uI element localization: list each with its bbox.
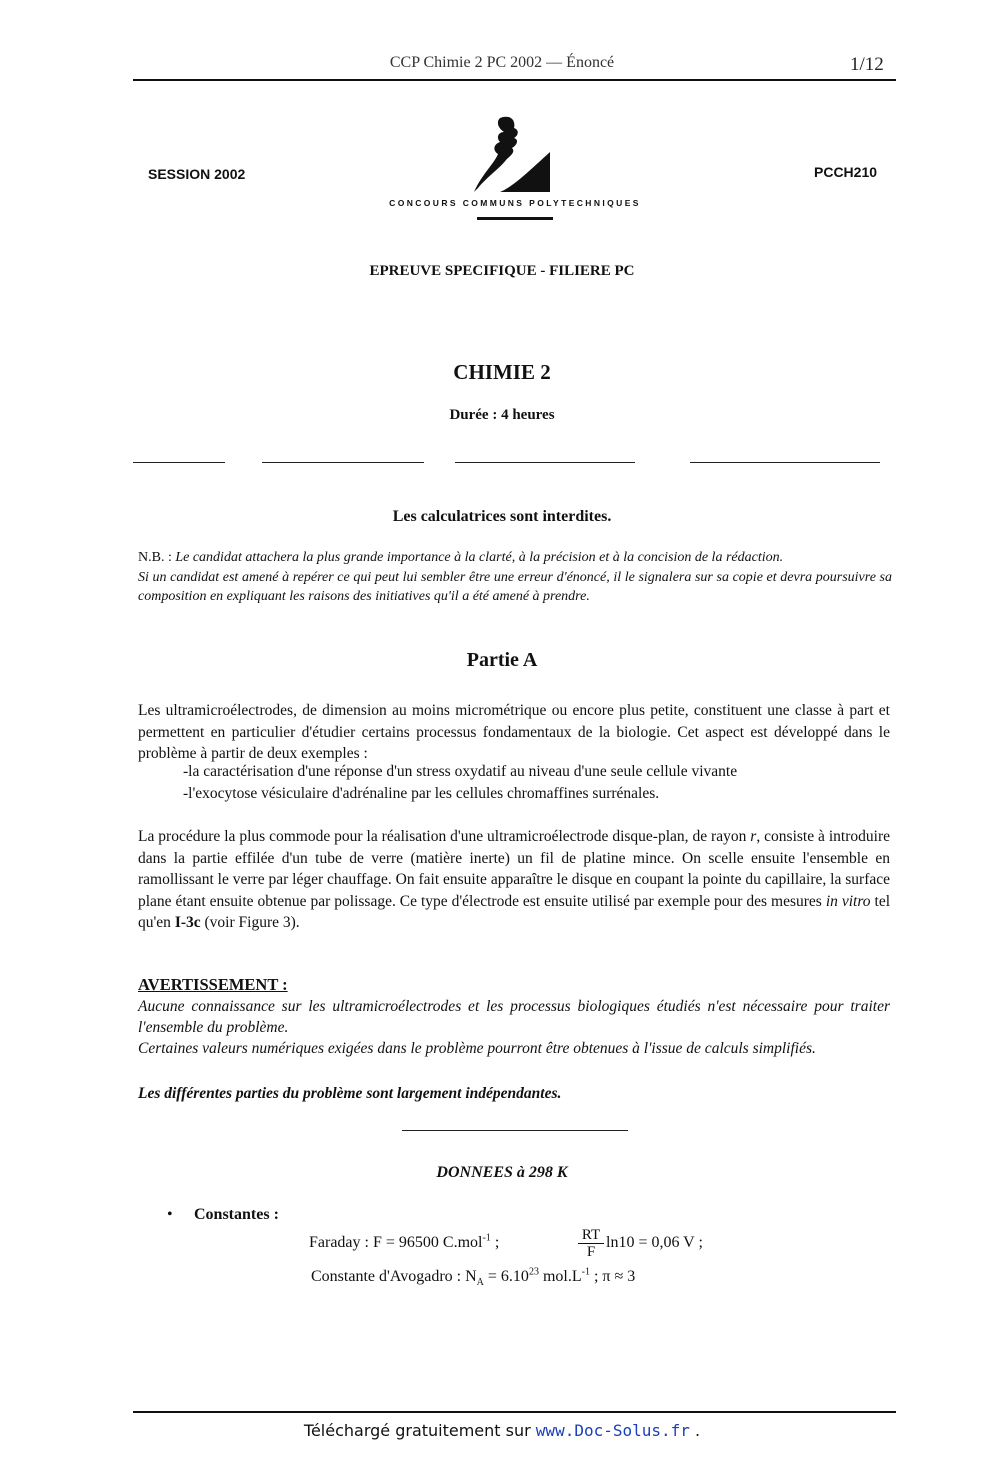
section-title: Partie A	[466, 649, 538, 671]
constants-label: Constantes :	[194, 1206, 279, 1223]
nb-line-1: Le candidat attachera la plus grande importance à la clarté, à la précision et à la concision de la rédaction.	[175, 550, 784, 565]
duration: Durée : 4 heures	[449, 407, 555, 423]
doc-solus-link[interactable]: www.Doc-Solus.fr	[535, 1421, 690, 1440]
divider-segment	[455, 462, 635, 463]
divider-segment	[690, 462, 880, 463]
header-rule	[133, 79, 896, 81]
subject-title: CHIMIE 2	[453, 360, 551, 384]
section-separator	[402, 1130, 628, 1131]
footer-rule	[133, 1411, 896, 1413]
session-label: SESSION 2002	[148, 166, 246, 182]
epreuve-title: EPREUVE SPECIFIQUE - FILIERE PC	[369, 263, 635, 279]
nb-line-2: Si un candidat est amené à repérer ce qui peut lui sembler être une erreur d'énoncé, il le signalera sur sa copie et devra poursuivre sa composition en expliquant les raisons des initiatives qu'il a été amené à prendre.	[138, 569, 892, 604]
warning-independent: Les différentes parties du problème sont largement indépendantes.	[138, 1085, 562, 1102]
ccp-logo-text: CONCOURS COMMUNS POLYTECHNIQUES	[389, 198, 641, 208]
bullet-icon: •	[167, 1206, 173, 1223]
intro-paragraph: Les ultramicroélectrodes, de dimension au moins micrométrique ou encore plus petite, constituent une classe à part et permettent en particulier d'étudier certains processus fondamentaux de la biologie. Cet aspect est développé dans le problème à partir de deux exemples :	[138, 702, 890, 762]
faraday-constant: Faraday : F = 96500 C.mol$^{-1}$ ;	[309, 1232, 500, 1251]
footer: Téléchargé gratuitement sur www.Doc-Solus.fr .	[303, 1421, 701, 1440]
warning-text: Aucune connaissance sur les ultramicroélectrodes et les processus biologiques étudiés n'est nécessaire pour traiter l'ensemble du problème. Certaines valeurs numériques exigées dans le problème pourront être obtenues à l'issue de calculs simplifiés.	[138, 998, 890, 1057]
divider-segment	[262, 462, 424, 463]
ccp-logo-icon	[470, 114, 560, 200]
calculator-notice: Les calculatrices sont interdites.	[392, 508, 612, 525]
divider-segment	[133, 462, 225, 463]
example-item: -l'exocytose vésiculaire d'adrénaline par les cellules chromaffines surrénales.	[183, 785, 660, 802]
procedure-paragraph: La procédure la plus commode pour la réalisation d'une ultramicroélectrode disque-plan, de rayon r, consiste à introduire dans la partie effilée d'un tube de verre (matière inerte) un fil de platine mince. On scelle ensuite l'ensemble en ramollissant le verre par léger chauffage. On fait ensuite apparaître le disque en coupant la pointe du capillaire, la surface plane étant ensuite obtenue par polissage. Ce type d'électrode est ensuite utilisé par exemple pour des mesures in vitro tel qu'en I-3c (voir Figure 3).	[138, 828, 891, 931]
data-title: DONNEES à 298 K	[436, 1164, 568, 1181]
ln10-value: ln10 = 0,06 V ;	[606, 1234, 703, 1251]
running-header-title: CCP Chimie 2 PC 2002 — Énoncé	[389, 54, 615, 71]
rt-over-f-fraction: $\frac{RT}{F}$	[578, 1227, 604, 1260]
nb-label: N.B.	[138, 550, 165, 565]
exam-code: PCCH210	[814, 164, 878, 180]
example-item: -la caractérisation d'une réponse d'un stress oxydatif au niveau d'une seule cellule vivante	[183, 763, 738, 780]
logo-underline	[477, 217, 553, 220]
avogadro-constant: Constante d'Avogadro : $N_A = 6.10^{23}$ $mol.L^{-1}$ ; π ≈ 3	[311, 1266, 636, 1289]
warning-title: AVERTISSEMENT :	[138, 975, 288, 994]
nb-notice: N.B. : Le candidat attachera la plus grande importance à la clarté, à la précision et à la concision de la rédaction. Si un candidat est amené à repérer ce qui peut lui sembler être une erreur d'énoncé, il le signalera sur sa copie et devra poursuivre sa composition en expliquant les raisons des initiatives qu'il a été amené à prendre.	[138, 550, 892, 604]
page-number: 1/12	[850, 54, 884, 75]
